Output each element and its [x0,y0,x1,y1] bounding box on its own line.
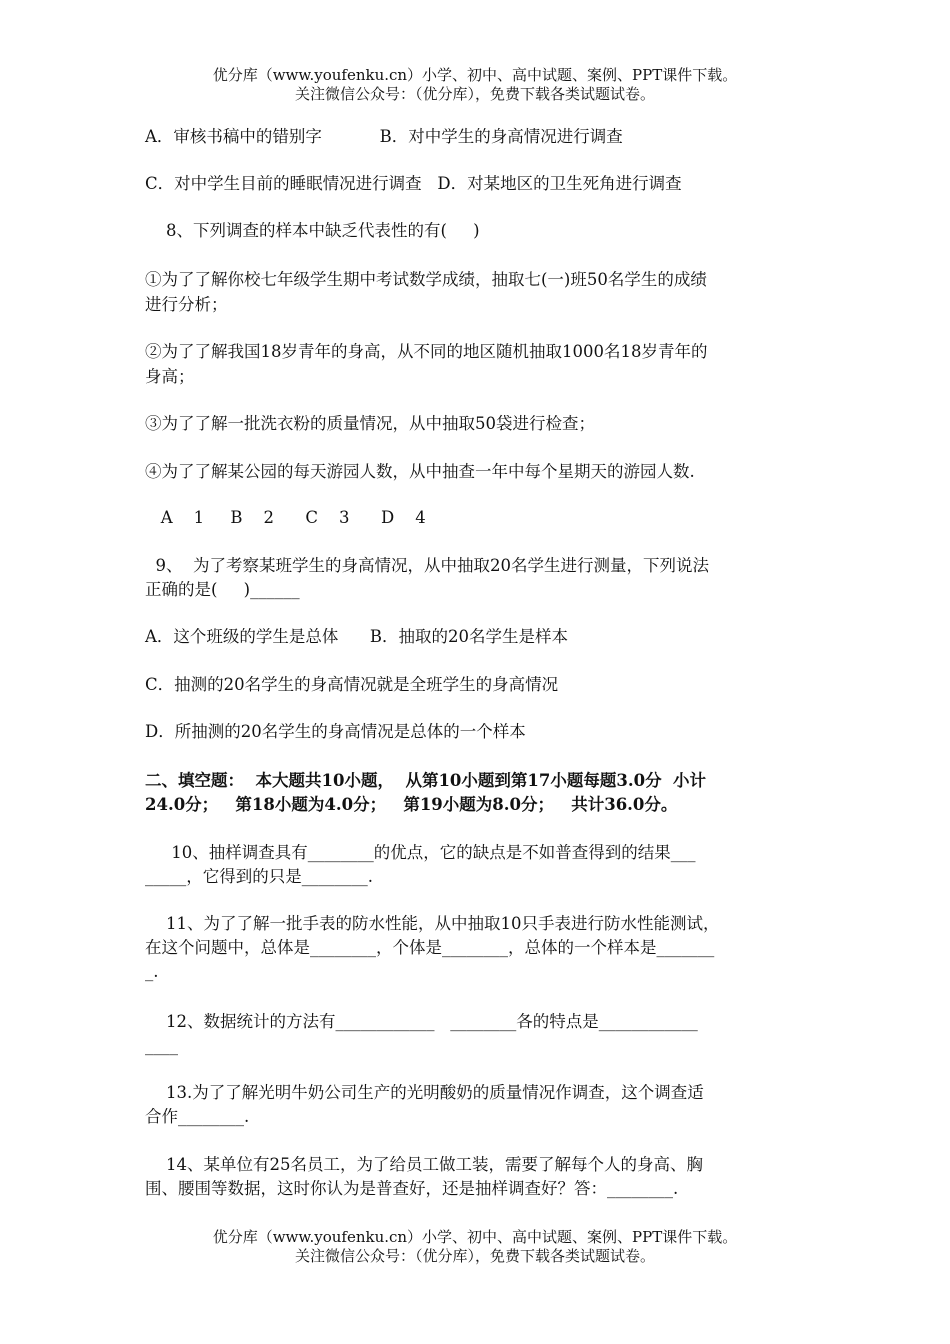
q14-line-1: 14、某单位有25名员工，为了给员工做工装，需要了解每个人的身高、胸 [145,1155,703,1174]
page-footer [0,1228,950,1266]
q11-line-1: 11、为了了解一批手表的防水性能，从中抽取10只手表进行防水性能测试， [145,914,720,933]
q8-item-2-line-2: 身高； [145,367,195,386]
q8-item-3: ③为了了解一批洗衣粉的质量情况，从中抽取50袋进行检查； [145,414,595,433]
q13-line-2: 合作________. [145,1107,250,1126]
q8-item-2-line-1: ②为了了解我国18岁青年的身高，从不同的地区随机抽取1000名18岁青年的 [145,342,708,361]
q10-line-2: _____，它得到的只是________. [145,867,373,886]
header-line-1: 优分库（www.youfenku.cn）小学、初中、高中试题、案例、PPT课件下载。 [212,66,738,84]
q10-line-1: 10、抽样调查具有________的优点，它的缺点是不如普查得到的结果___ [145,843,696,862]
q11-line-3: _. [145,962,159,981]
q9-options-ab: A．这个班级的学生是总体 B．抽取的20名学生是样本 [145,627,569,646]
q8-item-1-line-2: 进行分析； [145,295,228,314]
q8-item-4: ④为了了解某公园的每天游园人数，从中抽查一年中每个星期天的游园人数. [145,462,695,481]
footer-line-2: 关注微信公众号：（优分库），免费下载各类试题试卷。 [294,1247,655,1265]
q8-answer-options: A 1 B 2 C 3 D 4 [145,508,426,527]
q8-item-1-line-1: ①为了了解你校七年级学生期中考试数学成绩，抽取七(一)班50名学生的成绩 [145,270,707,289]
q14-line-2: 围、腰围等数据，这时你认为是普查好，还是抽样调查好？答：________. [145,1179,679,1198]
q9-stem-line-1: 9、 为了考察某班学生的身高情况，从中抽取20名学生进行测量，下列说法 [145,556,709,575]
section-2-title-line-1: 二、填空题： 本大题共10小题， 从第10小题到第17小题每题3.0分 小计 [145,771,707,790]
header-line-2: 关注微信公众号：（优分库），免费下载各类试题试卷。 [294,85,655,103]
q9-option-c: C．抽测的20名学生的身高情况就是全班学生的身高情况 [145,675,559,694]
q12-line-1: 12、数据统计的方法有____________ ________各的特点是____________ [145,1012,698,1031]
q12-line-2: ____ [145,1036,178,1055]
page-header [0,66,950,104]
q8-stem: 8、下列调查的样本中缺乏代表性的有( ) [145,221,480,240]
q7-options-ab: A．审核书稿中的错别字 B．对中学生的身高情况进行调查 [145,127,623,146]
q13-line-1: 13.为了了解光明牛奶公司生产的光明酸奶的质量情况作调查，这个调查适 [145,1083,704,1102]
q7-options-cd: C．对中学生目前的睡眠情况进行调查 D．对某地区的卫生死角进行调查 [145,174,682,193]
q9-option-d: D．所抽测的20名学生的身高情况是总体的一个样本 [145,722,526,741]
footer-line-1: 优分库（www.youfenku.cn）小学、初中、高中试题、案例、PPT课件下载。 [212,1228,738,1246]
q11-line-2: 在这个问题中，总体是________，个体是________，总体的一个样本是_______ [145,938,715,957]
q9-stem-line-2: 正确的是( )______ [145,580,300,599]
section-2-title-line-2: 24.0分； 第18小题为4.0分； 第19小题为8.0分； 共计36.0分。 [145,795,678,814]
